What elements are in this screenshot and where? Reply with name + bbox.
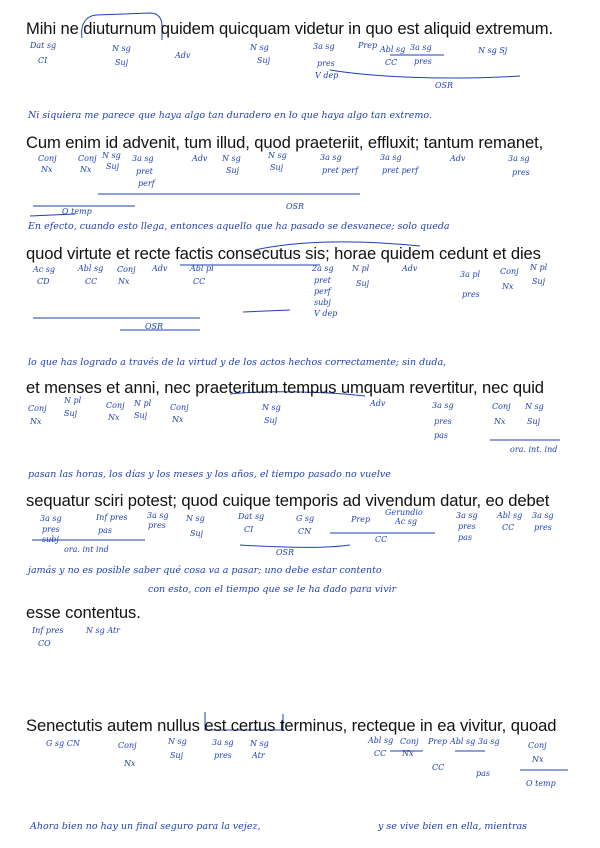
gloss: 3a sg — [478, 737, 500, 746]
gloss: Ac sg — [395, 517, 418, 526]
gloss: 3a sg — [212, 738, 234, 747]
gloss: Abl sg — [450, 737, 476, 746]
gloss: CC — [375, 535, 388, 544]
gloss: Conj — [492, 402, 511, 411]
gloss: N sg — [250, 739, 269, 748]
gloss: OSR — [435, 81, 454, 90]
gloss: N sg — [262, 403, 281, 412]
translation-line-1: Ni siquiera me parece que haya algo tan duradero en lo que haya algo tan extremo. — [28, 110, 432, 121]
gloss: Nx — [494, 417, 506, 426]
gloss: V dep — [314, 309, 338, 318]
gloss: 3a sg — [320, 153, 342, 162]
gloss: O temp — [526, 779, 556, 788]
gloss: Nx — [502, 282, 514, 291]
gloss: Conj — [170, 403, 189, 412]
gloss: Nx — [30, 417, 42, 426]
gloss: Conj — [400, 737, 419, 746]
gloss: Suj — [527, 417, 541, 426]
gloss: CD — [37, 277, 50, 286]
latin-line-2: Cum enim id advenit, tum illud, quod praeteriit, effluxit; tantum remanet, — [26, 133, 544, 152]
gloss: subj — [314, 298, 331, 307]
gloss: CC — [193, 277, 206, 286]
gloss: perf — [138, 179, 155, 188]
gloss: CI — [38, 56, 48, 65]
gloss: pres — [317, 59, 335, 68]
gloss: pret perf — [382, 166, 419, 175]
gloss: Prep — [351, 515, 371, 524]
gloss: pres — [458, 522, 476, 531]
gloss: Dat sg — [30, 41, 57, 50]
gloss: Suj — [264, 416, 278, 425]
gloss: 3a sg — [40, 514, 62, 523]
gloss: N sg — [102, 151, 121, 160]
gloss: Inf pres — [32, 626, 64, 635]
gloss: N pl — [530, 263, 548, 272]
gloss: Suj — [190, 529, 204, 538]
translation-line-7: Ahora bien no hay un final seguro para la vejez, — [30, 821, 261, 832]
gloss: Conj — [500, 267, 519, 276]
gloss: Prep — [358, 41, 378, 50]
gloss: 3a sg — [508, 154, 530, 163]
gloss: 3a sg — [380, 153, 402, 162]
gloss: pas — [434, 431, 448, 440]
gloss: Suj — [134, 411, 148, 420]
gloss: Suj — [170, 751, 184, 760]
gloss: G sg — [296, 514, 315, 523]
gloss: Conj — [117, 265, 136, 274]
gloss: Abl sg — [368, 736, 394, 745]
gloss: Prep — [428, 737, 448, 746]
gloss: pres — [148, 521, 166, 530]
gloss: CC — [385, 58, 398, 67]
gloss: OSR — [286, 202, 305, 211]
gloss: Conj — [528, 741, 547, 750]
gloss: 3a sg — [132, 154, 154, 163]
gloss: N sg Atr — [86, 626, 120, 635]
gloss: Nx — [41, 165, 53, 174]
gloss: 3a sg — [432, 401, 454, 410]
latin-line-4: et menses et anni, nec praeteritum tempus umquam revertitur, nec quid — [26, 378, 544, 397]
gloss: N sg — [222, 154, 241, 163]
gloss: Atr — [252, 751, 265, 760]
translation-line-4: pasan las horas, los días y los meses y los años, el tiempo pasado no vuelve — [28, 469, 391, 480]
gloss: Adv — [402, 264, 418, 273]
gloss: Nx — [108, 413, 120, 422]
gloss: pres — [512, 168, 530, 177]
gloss: 3a sg — [410, 43, 432, 52]
gloss: Suj — [270, 163, 284, 172]
gloss: Nx — [402, 749, 414, 758]
gloss: N pl — [134, 399, 152, 408]
translation-line-5: jamás y no es posible saber qué cosa va a pasar; uno debe estar contento — [28, 565, 382, 576]
gloss: N sg — [186, 514, 205, 523]
gloss: N sg — [168, 737, 187, 746]
gloss: Suj — [532, 277, 546, 286]
latin-line-1: Mihi ne diuturnum quidem quicquam videtur in quo est aliquid extremum. — [26, 19, 554, 38]
gloss: Adv — [450, 154, 466, 163]
gloss: subj — [42, 535, 59, 544]
gloss: Adv — [192, 154, 208, 163]
translation-line-3: lo que has logrado a través de la virtud y de los actos hechos correctamente; sin duda, — [28, 357, 447, 368]
gloss: N pl — [352, 264, 370, 273]
gloss: pret — [314, 276, 331, 285]
gloss: Adv — [370, 399, 386, 408]
gloss: V dep — [315, 71, 339, 80]
gloss: CN — [298, 527, 312, 536]
gloss: Abl sg — [380, 45, 406, 54]
latin-line-3: quod virtute et recte factis consecutus sis; horae quidem cedunt et dies — [26, 244, 541, 263]
gloss: Suj — [106, 162, 120, 171]
gloss: N sg — [268, 151, 287, 160]
latin-line-7: Senectutis autem nullus est certus terminus, recteque in ea vivitur, quoad — [26, 716, 557, 735]
gloss: pas — [458, 533, 472, 542]
gloss: 3a sg — [313, 42, 335, 51]
gloss: Nx — [118, 277, 130, 286]
gloss: CC — [85, 277, 98, 286]
gloss: 3a pl — [460, 270, 481, 279]
gloss: Nx — [124, 759, 136, 768]
gloss: Nx — [532, 755, 544, 764]
translation-line-6: con esto, con el tiempo que se le ha dado para vivir — [148, 584, 397, 595]
translation-line-2: En efecto, cuando esto llega, entonces aquello que ha pasado se desvanece; solo queda — [28, 221, 450, 232]
gloss: OSR — [276, 548, 295, 557]
gloss: Gerundio — [385, 508, 423, 517]
gloss: ora. int ind — [64, 545, 109, 554]
gloss: Conj — [28, 404, 47, 413]
gloss: Nx — [172, 415, 184, 424]
gloss: Conj — [118, 741, 137, 750]
gloss: CC — [502, 523, 515, 532]
gloss: N sg — [250, 43, 269, 52]
gloss: pres — [434, 417, 452, 426]
gloss: pres — [214, 751, 232, 760]
gloss: pres — [414, 57, 432, 66]
gloss: Adv — [175, 51, 191, 60]
latin-line-5: sequatur sciri potest; quod cuique temporis ad vivendum datur, eo debet — [26, 491, 550, 510]
gloss: G sg CN — [46, 739, 80, 748]
gloss: 3a sg — [456, 511, 478, 520]
gloss: CO — [38, 639, 51, 648]
gloss: pas — [98, 526, 112, 535]
gloss: pres — [462, 290, 480, 299]
gloss: pres — [42, 525, 60, 534]
gloss: Inf pres — [96, 513, 128, 522]
gloss: perf — [314, 287, 331, 296]
gloss: CI — [244, 525, 254, 534]
gloss: N pl — [64, 396, 82, 405]
gloss: Nx — [80, 165, 92, 174]
gloss: N sg — [525, 402, 544, 411]
gloss: CC — [432, 763, 445, 772]
gloss: pas — [476, 769, 490, 778]
gloss: Adv — [152, 264, 168, 273]
gloss: 3a sg — [147, 511, 169, 520]
gloss: Suj — [115, 58, 129, 67]
gloss: Suj — [257, 56, 271, 65]
ink-arc-osr-1 — [330, 70, 520, 78]
gloss: Suj — [226, 166, 240, 175]
gloss: Suj — [64, 409, 78, 418]
gloss: 2a sg — [312, 264, 334, 273]
gloss: Dat sg — [238, 512, 265, 521]
latin-line-6: esse contentus. — [26, 603, 141, 622]
gloss: Abl sg — [497, 511, 523, 520]
gloss: Abl sg — [78, 264, 104, 273]
gloss: Conj — [106, 401, 125, 410]
gloss: N sg — [112, 44, 131, 53]
gloss: Ac sg — [33, 265, 56, 274]
gloss: 3a sg — [532, 511, 554, 520]
gloss: pres — [534, 523, 552, 532]
gloss: Conj — [38, 154, 57, 163]
gloss: Suj — [356, 279, 370, 288]
gloss: ora. int. ind — [510, 445, 558, 454]
translation-line-8: y se vive bien en ella, mientras — [378, 821, 528, 832]
gloss: pret perf — [322, 166, 359, 175]
gloss: pret — [136, 167, 153, 176]
gloss: O temp — [62, 207, 92, 216]
gloss: N sg Sj — [478, 46, 508, 55]
gloss: Conj — [78, 154, 97, 163]
gloss: Abl pl — [190, 264, 214, 273]
gloss: CC — [374, 749, 387, 758]
gloss: OSR — [145, 322, 164, 331]
